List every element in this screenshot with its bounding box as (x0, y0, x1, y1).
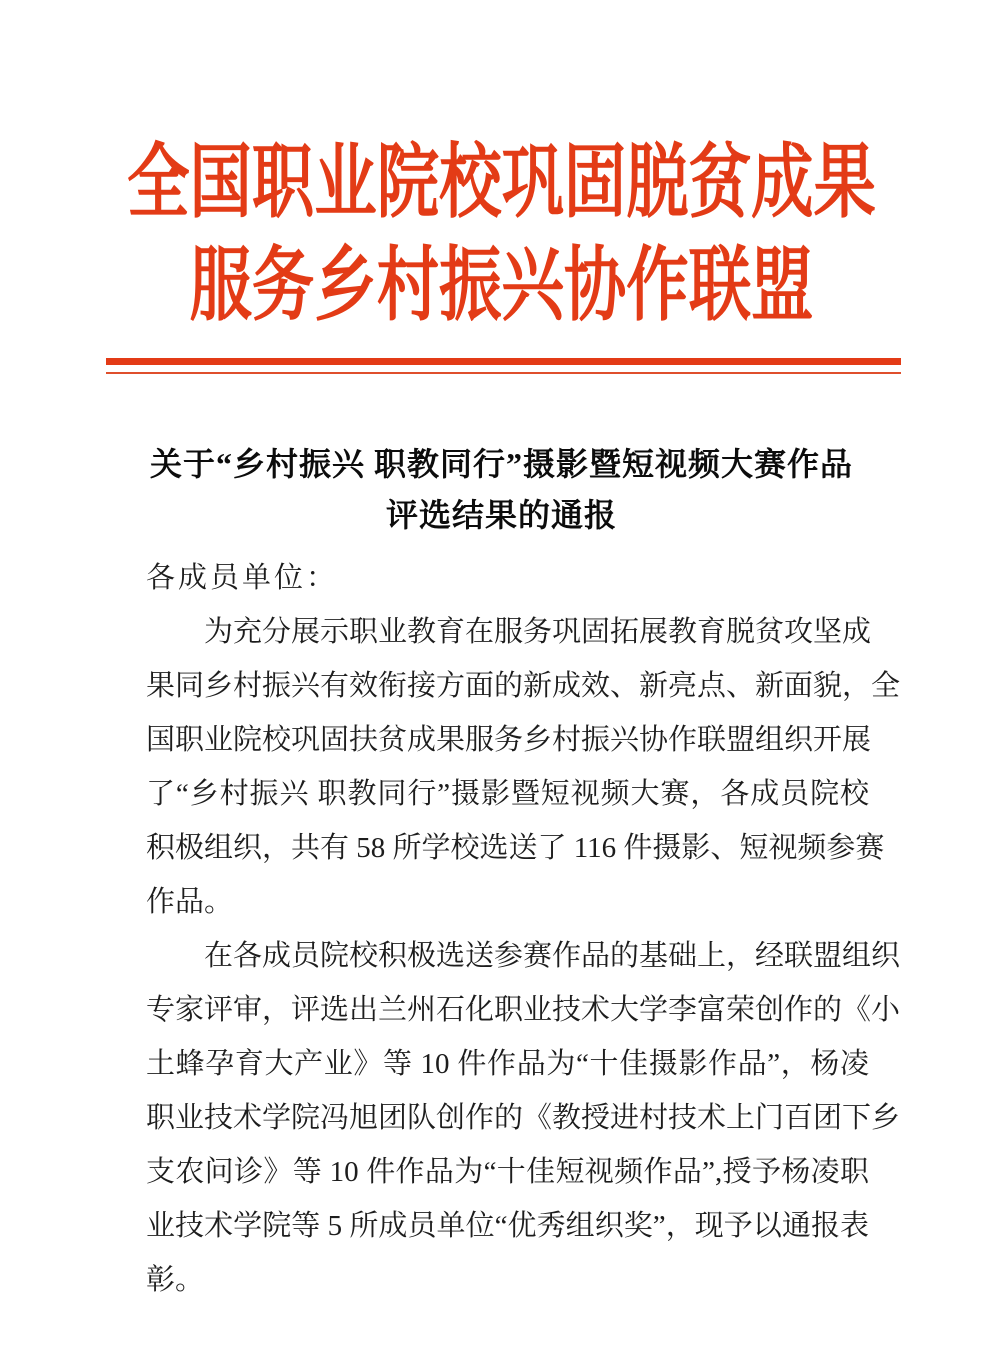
body-line: 支农问诊》等 10 件作品为“十佳短视频作品”,授予杨凌职 (146, 1156, 869, 1188)
paragraph-1 (146, 605, 901, 929)
red-divider (106, 358, 901, 374)
salutation: 各成员单位： (146, 562, 339, 594)
body-line: 业技术学院等 5 所成员单位“优秀组织奖”，现予以通报表 (146, 1210, 869, 1242)
paragraph-2 (146, 929, 901, 1307)
body-line: 积极组织，共有 58 所学校选送了 116 件摄影、短视频参赛 (146, 832, 885, 864)
body-line: 彰。 (146, 1264, 205, 1296)
letterhead-line-1: 全国职业院校巩固脱贫成果 (127, 137, 876, 228)
divider-thick-bar (106, 358, 901, 365)
body-line: 土蜂孕育大产业》等 10 件作品为“十佳摄影作品”，杨凌 (146, 1048, 869, 1080)
title-line-1: 关于“乡村振兴 职教同行”摄影暨短视频大赛作品 (149, 446, 853, 482)
body-line: 果同乡村振兴有效衔接方面的新成效、新亮点、新面貌，全 (146, 670, 901, 702)
body-line: 在各成员院校积极选送参赛作品的基础上，经联盟组织 (204, 940, 901, 972)
document-title (0, 439, 1003, 541)
document-body (146, 551, 901, 1307)
body-line: 作品。 (146, 886, 234, 918)
body-line: 了“乡村振兴 职教同行”摄影暨短视频大赛，各成员院校 (146, 778, 869, 810)
divider-thin-line (106, 372, 901, 374)
letterhead (0, 0, 1003, 337)
title-line-2: 评选结果的通报 (385, 497, 617, 533)
body-line: 专家评审，评选出兰州石化职业技术大学李富荣创作的《小 (146, 994, 901, 1026)
letterhead-line-2: 服务乡村振兴协作联盟 (189, 240, 814, 331)
body-line: 国职业院校巩固扶贫成果服务乡村振兴协作联盟组织开展 (146, 724, 872, 756)
body-line: 为充分展示职业教育在服务巩固拓展教育脱贫攻坚成 (204, 616, 872, 648)
body-line: 职业技术学院冯旭团队创作的《教授进村技术上门百团下乡 (146, 1102, 901, 1134)
